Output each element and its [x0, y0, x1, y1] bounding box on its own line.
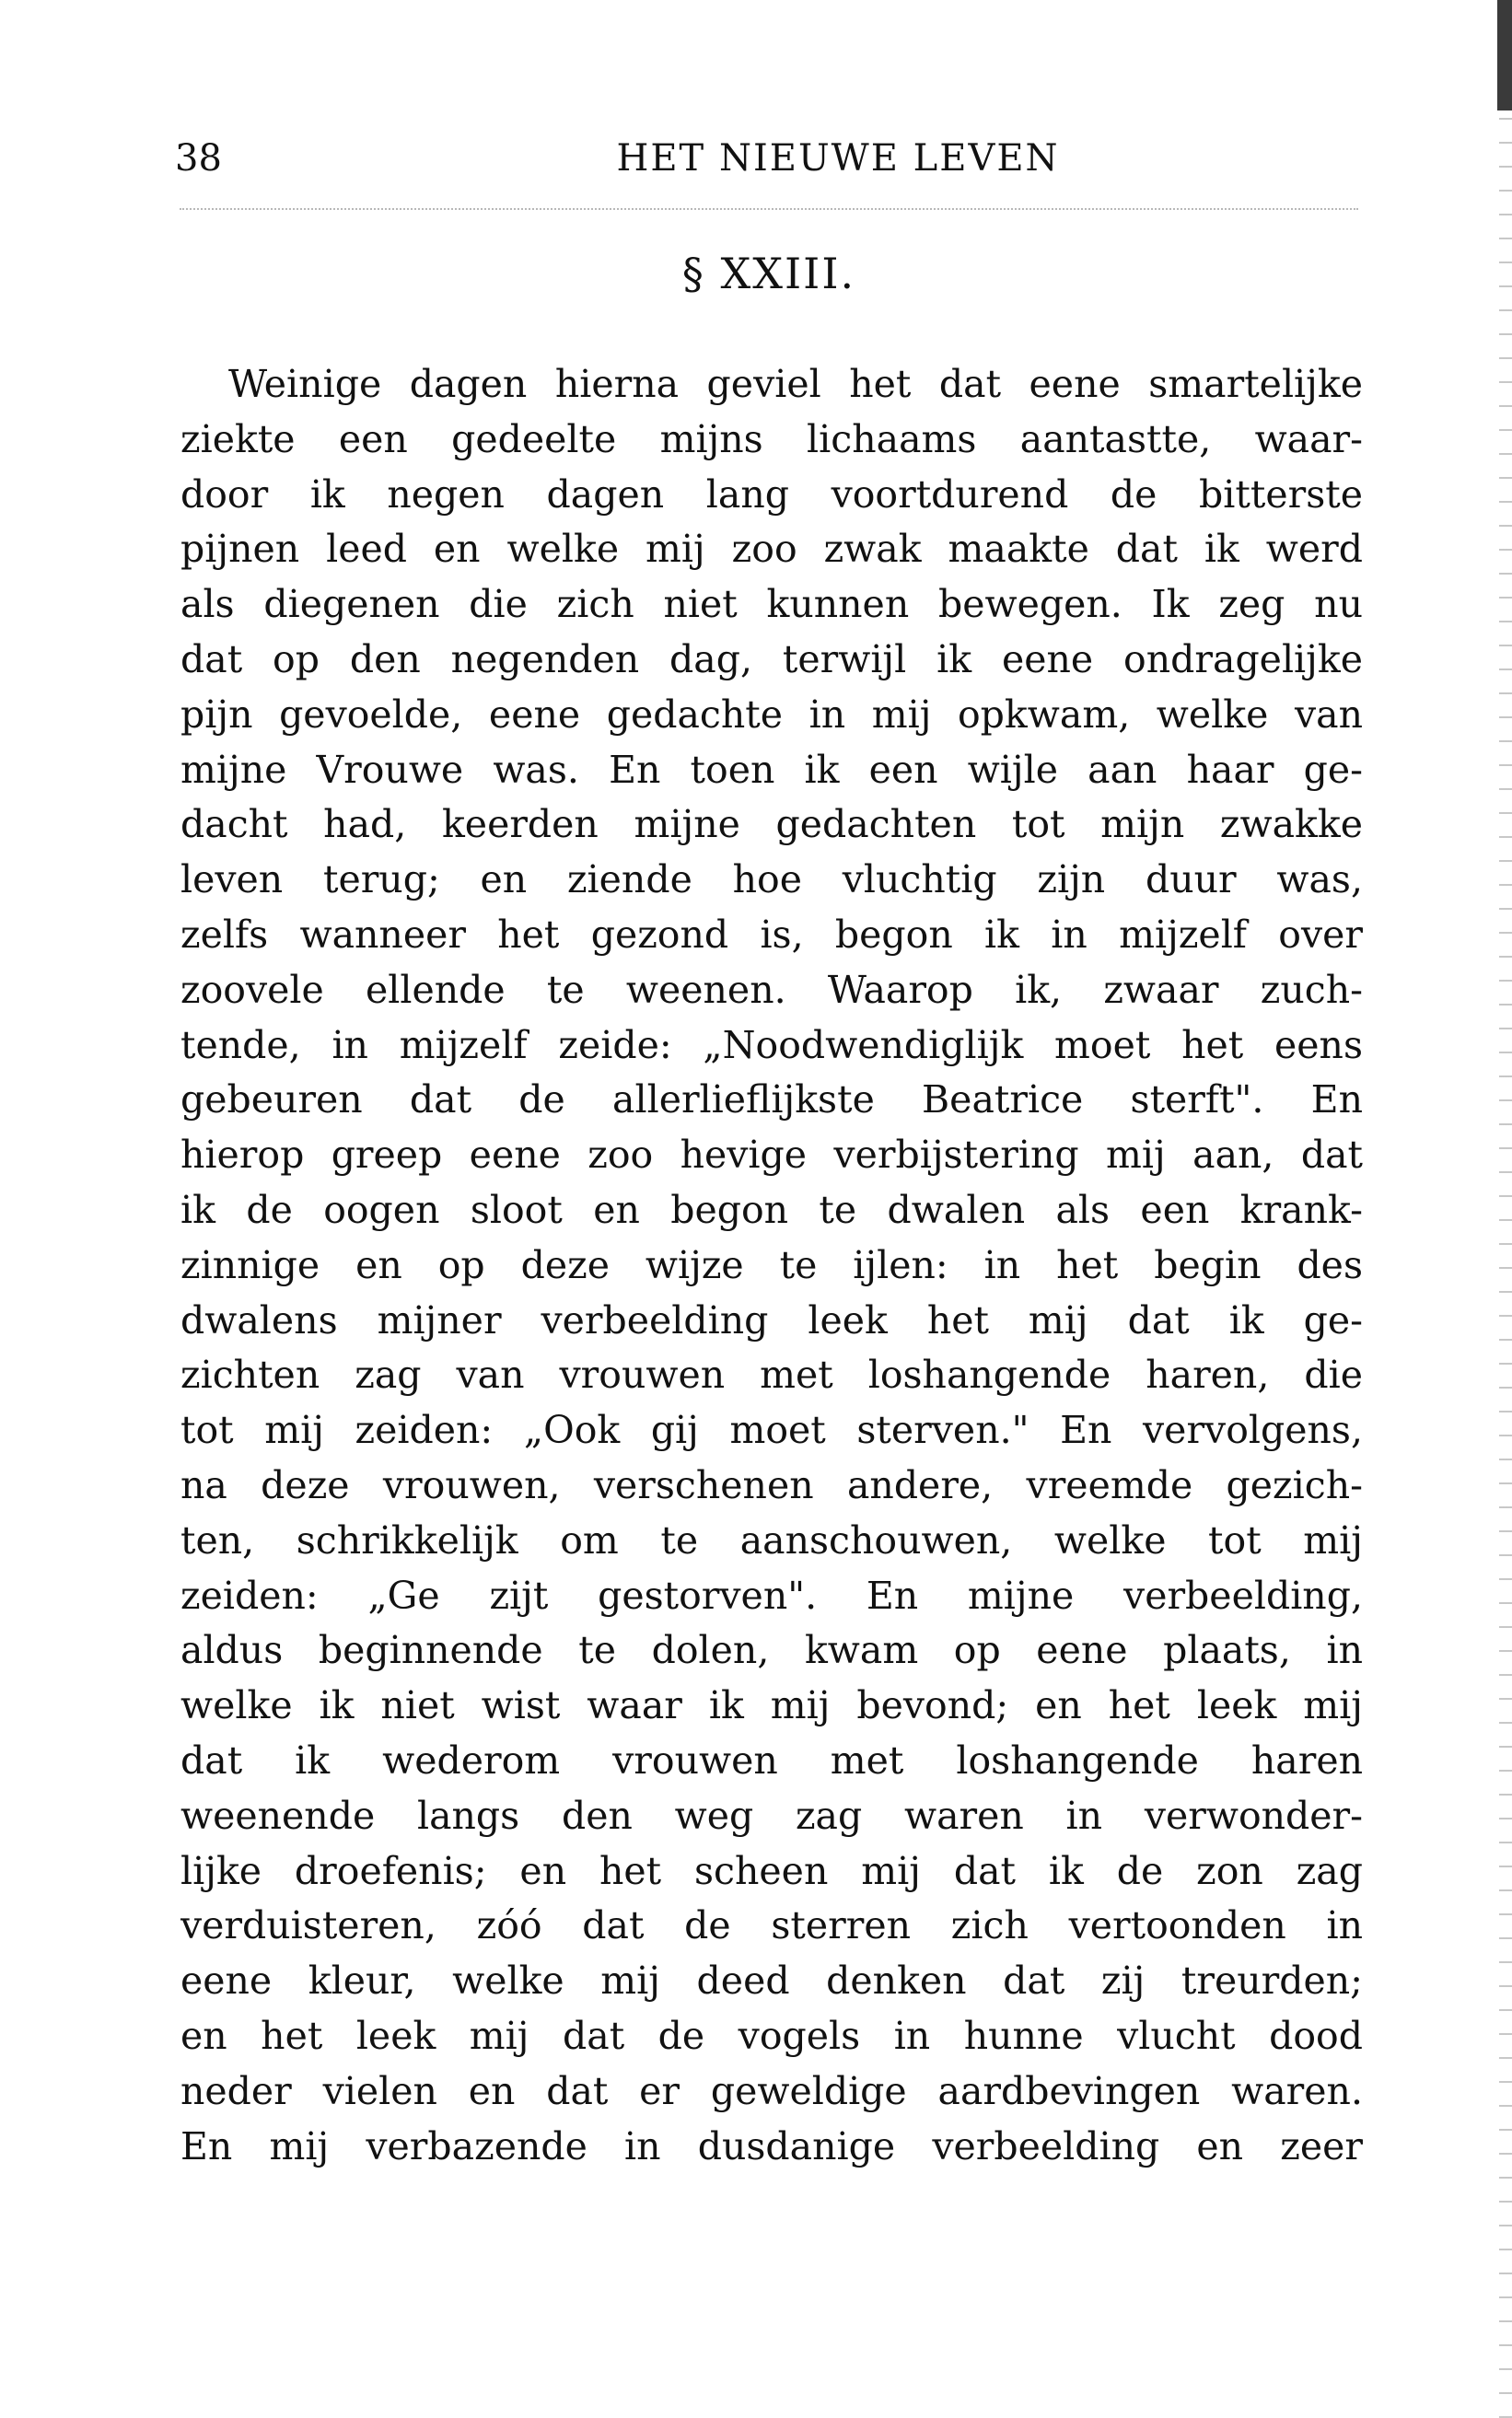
text-line: verduisteren, zóó dat de sterren zich vertoonden in — [180, 1903, 1363, 1948]
text-line: ten, schrikkelijk om te aanschouwen, welke tot mij — [180, 1517, 1363, 1563]
scan-edge-shadow — [1499, 0, 1512, 2418]
text-line: en het leek mij dat de vogels in hunne vlucht dood — [180, 2013, 1363, 2058]
text-line: eene kleur, welke mij deed denken dat zij treurden; — [180, 1959, 1363, 2004]
text-line: zoovele ellende te weenen. Waarop ik, zwaar zuch- — [180, 967, 1363, 1012]
text-line: tende, in mijzelf zeide: „Noodwendiglijk moet het eens — [180, 1022, 1363, 1067]
text-line: tot mij zeiden: „Ook gij moet sterven." En vervolgens, — [180, 1408, 1363, 1453]
section-heading: § XXIII. — [681, 249, 856, 298]
text-line: ik de oogen sloot en begon te dwalen als een krank- — [180, 1187, 1363, 1232]
text-line: door ik negen dagen lang voortdurend de bitterste — [180, 471, 1363, 517]
body-text — [180, 357, 1363, 2174]
text-line: pijnen leed en welke mij zoo zwak maakte dat ik werd — [180, 527, 1363, 572]
text-line: pijn gevoelde, eene gedachte in mij opkwam, welke van — [180, 692, 1363, 737]
text-line: zeiden: „Ge zijt gestorven". En mijne verbeelding, — [180, 1573, 1363, 1618]
text-line: ziekte een gedeelte mijns lichaams aantastte, waar- — [180, 416, 1363, 461]
text-line: zelfs wanneer het gezond is, begon ik in mijzelf over — [180, 912, 1363, 957]
text-line: aldus beginnende te dolen, kwam op eene plaats, in — [180, 1628, 1363, 1673]
text-line: En mij verbazende in dusdanige verbeelding en zeer — [180, 2123, 1363, 2168]
text-line: Weinige dagen hierna geviel het dat eene smartelijke — [228, 362, 1363, 406]
running-head — [175, 131, 1363, 186]
text-line: dacht had, keerden mijne gedachten tot mijn zwakke — [180, 802, 1363, 847]
text-line: dat ik wederom vrouwen met loshangende haren — [180, 1738, 1363, 1783]
text-line: zichten zag van vrouwen met loshangende haren, die — [180, 1353, 1363, 1398]
page-number: 38 — [175, 137, 222, 180]
scan-edge-mark — [1497, 0, 1512, 110]
text-line: gebeuren dat de allerlieflijkste Beatrice sterft". En — [180, 1077, 1363, 1122]
text-line: weenende langs den weg zag waren in verwonder- — [180, 1793, 1363, 1838]
running-title: HET NIEUWE LEVEN — [616, 137, 1060, 180]
text-line: dat op den negenden dag, terwijl ik eene ondragelijke — [180, 636, 1363, 681]
text-line: hierop greep eene zoo hevige verbijstering mij aan, dat — [180, 1133, 1363, 1178]
text-line: dwalens mijner verbeelding leek het mij dat ik ge- — [180, 1297, 1363, 1343]
text-line: zinnige en op deze wijze te ijlen: in het begin des — [180, 1242, 1363, 1287]
header-dotted-rule — [180, 208, 1358, 210]
text-line: neder vielen en dat er geweldige aardbevingen waren. — [180, 2068, 1363, 2113]
text-line: mijne Vrouwe was. En toen ik een wijle aan haar ge- — [180, 747, 1363, 792]
text-line: na deze vrouwen, verschenen andere, vreemde gezich- — [180, 1462, 1363, 1507]
text-line: welke ik niet wist waar ik mij bevond; en het leek mij — [180, 1683, 1363, 1728]
text-line: als diegenen die zich niet kunnen bewegen. Ik zeg nu — [180, 582, 1363, 627]
text-line: leven terug; en ziende hoe vluchtig zijn duur was, — [180, 857, 1363, 902]
text-line: lijke droefenis; en het scheen mij dat ik de zon zag — [180, 1848, 1363, 1893]
